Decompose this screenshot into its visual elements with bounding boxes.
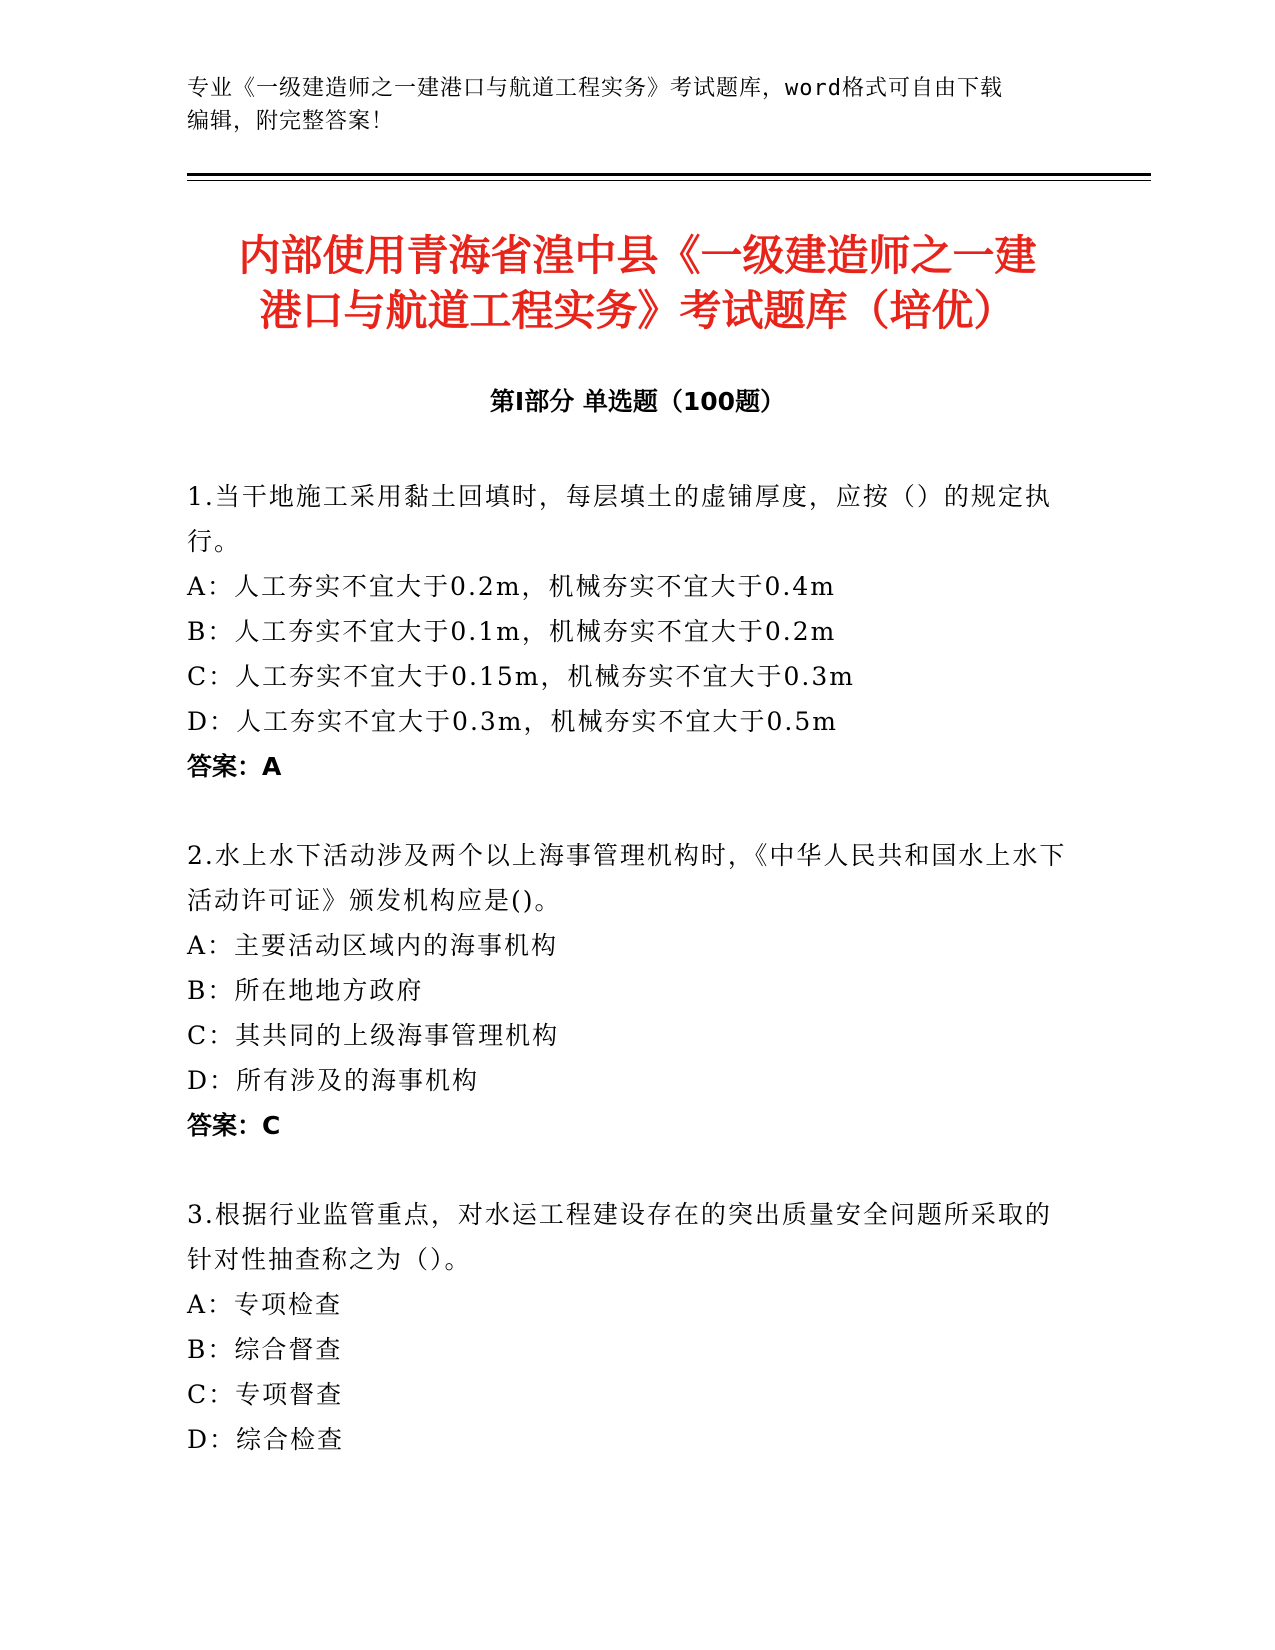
question-option-d: D：所有涉及的海事机构 [187,1066,480,1095]
question-option-c: C：专项督查 [187,1380,344,1409]
question-option-b: B：所在地地方政府 [187,976,424,1005]
document-title [170,228,1105,338]
question-option-b: B：综合督查 [187,1335,343,1364]
document-title-line2: 港口与航道工程实务》考试题库（培优） [259,286,1016,335]
question-stem: 1.当干地施工采用黏土回填时，每层填土的虚铺厚度，应按（）的规定执行。 [187,482,1052,556]
header-note [187,72,1067,138]
question-option-a: A：人工夯实不宜大于0.2m，机械夯实不宜大于0.4m [187,572,836,601]
question-option-a: A：主要活动区域内的海事机构 [187,931,559,960]
question-answer: 答案：A [187,752,282,781]
header-note-line2: 编辑，附完整答案！ [187,109,395,134]
question-option-b: B：人工夯实不宜大于0.1m，机械夯实不宜大于0.2m [187,617,837,646]
document-title-line1: 内部使用青海省湟中县《一级建造师之一建 [238,231,1037,280]
question-option-c: C：其共同的上级海事管理机构 [187,1021,560,1050]
question-stem: 3.根据行业监管重点，对水运工程建设存在的突出质量安全问题所采取的针对性抽查称之为（）。 [187,1200,1052,1274]
question-option-d: D：人工夯实不宜大于0.3m，机械夯实不宜大于0.5m [187,707,838,736]
section-title: 第Ⅰ部分 单选题（100题） [489,387,786,416]
question-3 [187,1192,1067,1462]
question-1 [187,474,1067,789]
question-2 [187,833,1067,1148]
question-list [187,474,1067,1506]
header-note-line1: 专业《一级建造师之一建港口与航道工程实务》考试题库，word格式可自由下载 [187,76,1003,101]
header-rule-thick [187,173,1151,176]
header-rule-thin [187,180,1151,181]
question-answer: 答案：C [187,1111,281,1140]
question-option-d: D：综合检查 [187,1425,345,1454]
question-stem: 2.水上水下活动涉及两个以上海事管理机构时，《中华人民共和国水上水下活动许可证》颁发机构应是()。 [187,841,1067,915]
question-option-c: C：人工夯实不宜大于0.15m，机械夯实不宜大于0.3m [187,662,855,691]
question-option-a: A：专项检查 [187,1290,343,1319]
